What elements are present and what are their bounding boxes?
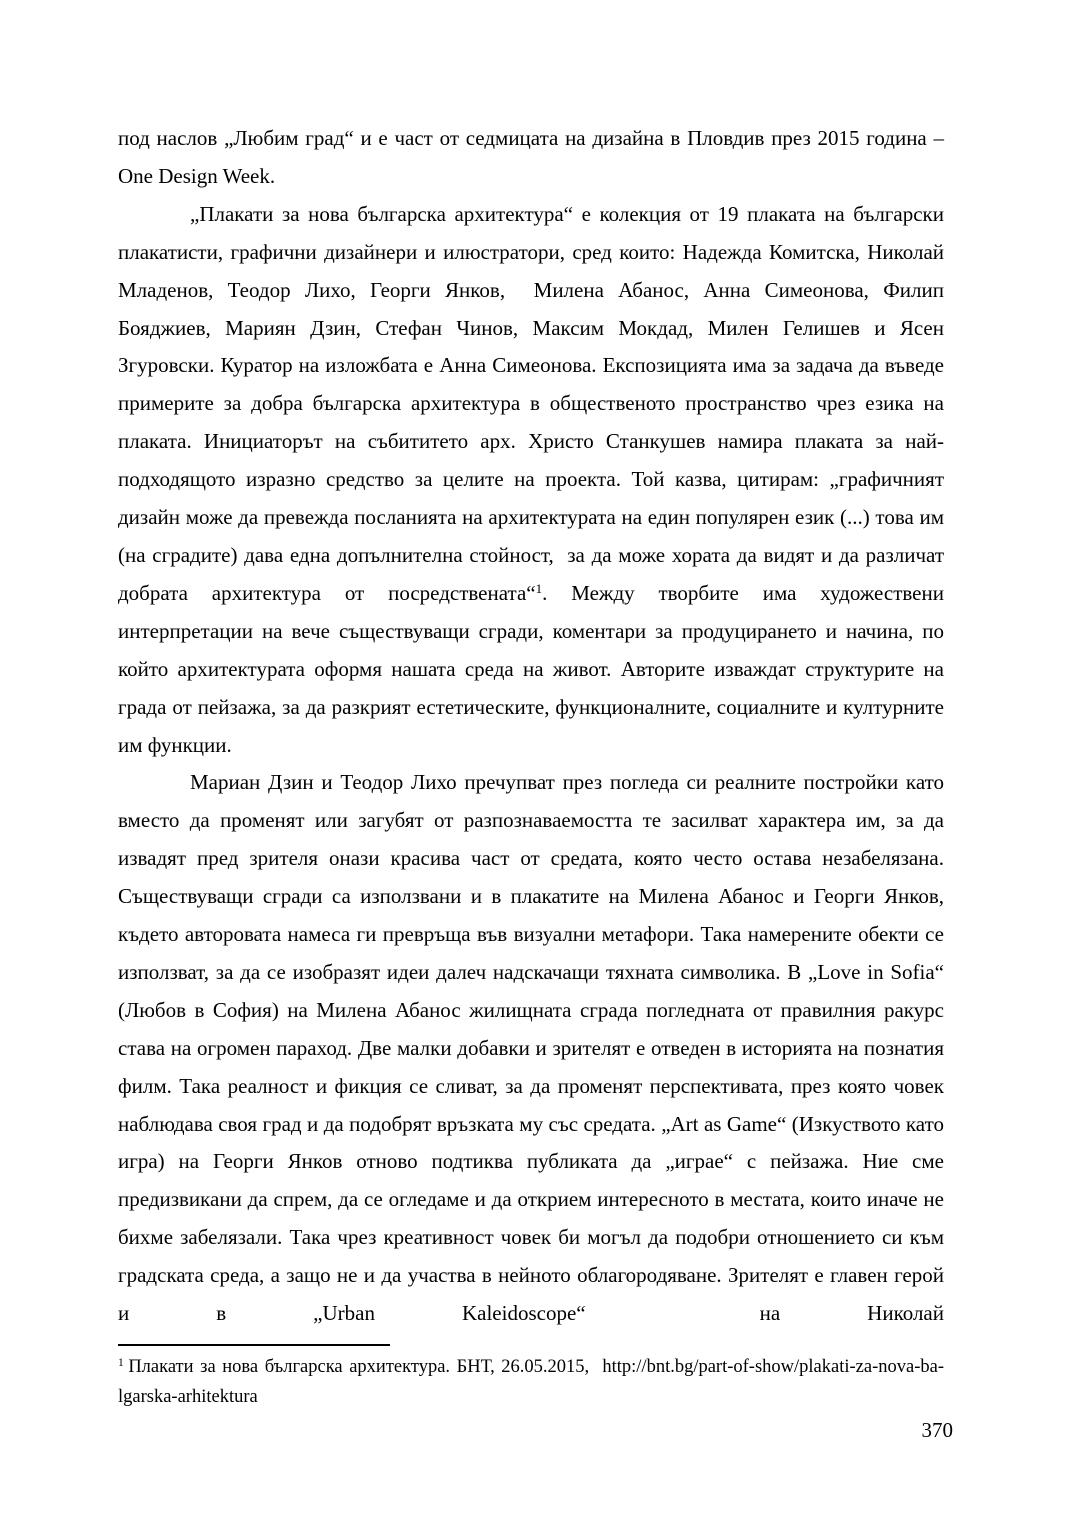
paragraph-text-after-footnote: . Между творбите има художествени интерпретации на вече съществуващи сгради, коментари за продуцирането и начина, по който архитектурата оформя нашата среда на живот. Авторите изваждат структурите на града от пейзажа, за да разкрият естетическите, функционалните, социалните и културните им функции. [118,580,944,757]
body-text [118,120,944,1333]
footnote-text: Плакати за нова българска архитектура. БНТ, 26.05.2015, http://bnt.bg/part-of-show/plakati-za-nova-ba-lgarska-arhitektura [118,1357,944,1407]
paragraph-exhibition [118,196,944,765]
footnote-separator [118,1344,390,1346]
footnote-marker: 1 [118,1356,124,1369]
paragraph-text-before-footnote: „Плакати за нова българска архитектура“ е колекция от 19 плаката на български плакатисти, графични дизайнери и илюстратори, сред които: Надежда Комитска, Николай Младенов, Теодор Лихо, Георги Янков, Милена Абанос, Анна Симеонова, Филип Бояджиев, Мариян Дзин, Стефан Чинов, Максим Мокдад, Милен Гелишев и Ясен Згуровски. Куратор на изложбата е Анна Симеонова. Експозицията има за задача да въведе примерите за добра българска архитектура в общественото пространство чрез езика на плаката. Инициаторът на събититето арх. Христо Станкушев намира плаката за най-подходящото изразно средство за целите на проекта. Той казва, цитирам: „графичният дизайн може да превежда посланията на архитектурата на един популярен език (...) това им (на сградите) дава една допълнителна стойност, за да може хората да видят и да различат добрата архитектура от посредствената“ [118,201,944,605]
footnote [118,1352,944,1412]
paragraph-artists: Мариан Дзин и Теодор Лихо пречупват през погледа си реалните постройки като вместо да променят или загубят от разпознаваемостта те засилват характера им, за да извадят пред зрителя онази красива част от средата, която често остава незабелязана. Съществуващи сгради са използвани и в плакатите на Милена Абанос и Георги Янков, където авторовата намеса ги превръща във визуални метафори. Така намерените обекти се използват, за да се изобразят идеи далеч надскачащи тяхната символика. В „Love in Sofia“ (Любов в София) на Милена Абанос жилищната сграда погледната от правилния ракурс става на огромен параход. Две малки добавки и зрителят е отведен в историята на познатия филм. Така реалност и фикция се сливат, за да променят перспективата, през която човек наблюдава своя град и да подобрят връзката му със средата. „Art as Game“ (Изкуството като игра) на Георги Янков отново подтиква публиката да „играе“ с пейзажа. Ние сме предизвикани да спрем, да се огледаме и да открием интересното в местата, които иначе не бихме забелязали. Така чрез креативност човек би могъл да подобри отношението си към градската среда, а защо не и да участва в нейното облагородяване. Зрителят е главен герой и в „Urban Kaleidoscope“ на Николай [118,770,944,1326]
page-number: 370 [921,1418,953,1442]
paragraph-intro: под наслов „Любим град“ и е част от седмицата на дизайна в Пловдив през 2015 година – One Design Week. [118,126,944,188]
footnote-reference: 1 [535,580,543,596]
